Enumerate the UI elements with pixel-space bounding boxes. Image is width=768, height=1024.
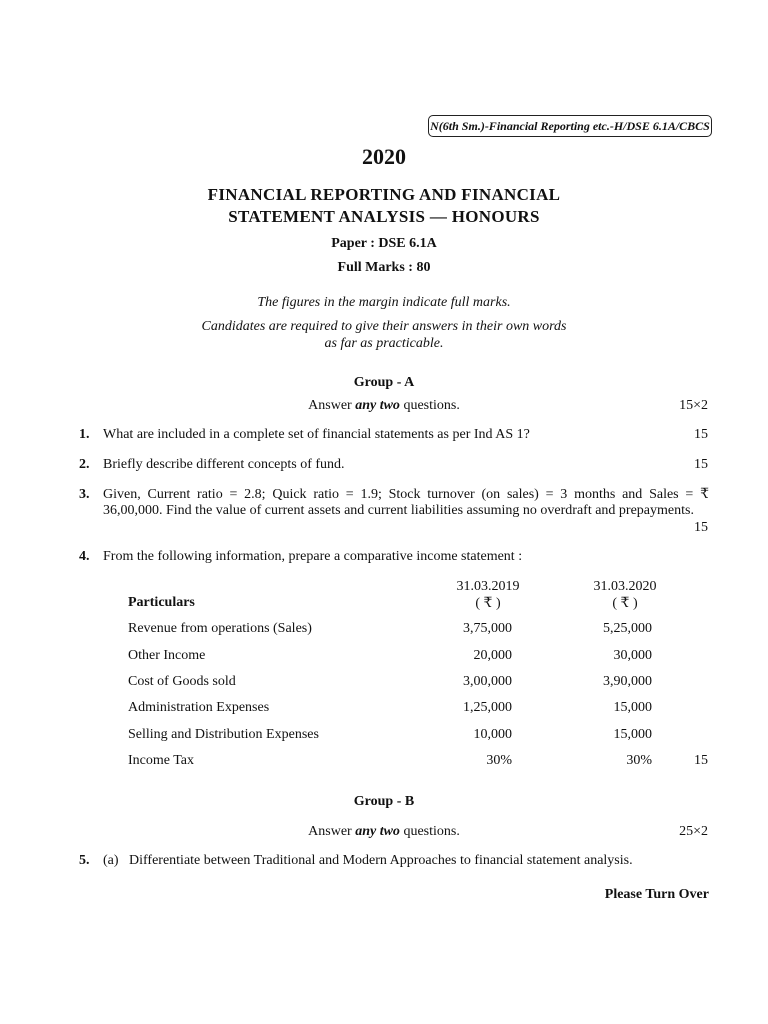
question-number: 4.: [79, 549, 90, 564]
row-label: Cost of Goods sold: [128, 674, 236, 689]
row-value-2019: 20,000: [473, 648, 512, 663]
question-4-marks: 15: [694, 753, 708, 768]
question-4-text: From the following information, prepare a comparative income statement :: [103, 549, 523, 564]
candidates-note-line-1: Candidates are required to give their answers in their own words: [201, 319, 567, 334]
title-line-1: FINANCIAL REPORTING AND FINANCIAL: [207, 185, 561, 204]
row-value-2019: 1,25,000: [463, 700, 512, 715]
instruction-text: questions.: [399, 398, 460, 413]
question-3-marks: 15: [694, 520, 708, 535]
row-value-2020: 30%: [626, 753, 652, 768]
row-label: Income Tax: [128, 753, 195, 768]
row-value-2020: 15,000: [613, 700, 652, 715]
row-value-2019: 30%: [486, 753, 512, 768]
row-label: Selling and Distribution Expenses: [128, 727, 319, 742]
row-value-2020: 15,000: [613, 727, 652, 742]
question-number: 5.: [79, 853, 90, 868]
question-2-marks: 15: [694, 457, 708, 472]
column-header-2019: 31.03.2019: [456, 579, 520, 594]
question-number: 1.: [79, 427, 90, 442]
question-5-part: (a): [103, 853, 119, 868]
column-header-2020: 31.03.2020: [593, 579, 657, 594]
margin-note: The figures in the margin indicate full marks.: [257, 295, 511, 310]
group-b-marks: 25×2: [679, 824, 708, 839]
row-label: Administration Expenses: [128, 700, 270, 715]
group-b-heading: Group - B: [353, 794, 415, 809]
group-a-heading: Group - A: [353, 375, 415, 390]
candidates-note: [0, 318, 768, 352]
unit-2020: ( ₹ ): [612, 596, 638, 611]
question-number: 2.: [79, 457, 90, 472]
group-a-marks: 15×2: [679, 398, 708, 413]
title-line-2: STATEMENT ANALYSIS — HONOURS: [228, 207, 540, 226]
row-value-2020: 30,000: [613, 648, 652, 663]
instruction-text: Answer: [308, 398, 356, 413]
column-header-particulars: Particulars: [128, 595, 195, 610]
row-label: Other Income: [128, 648, 206, 663]
question-3-text: Given, Current ratio = 2.8; Quick ratio = 1.9; Stock turnover (on sales) = 3 months and Sales = ₹ 36,00,000. Find the value of current assets and current liabilities assuming no overdraft and prepayments.: [103, 487, 709, 518]
row-value-2019: 3,00,000: [463, 674, 512, 689]
question-1-text: What are included in a complete set of financial statements as per Ind AS 1?: [103, 427, 530, 442]
unit-2019: ( ₹ ): [475, 596, 501, 611]
candidates-note-line-2: as far as practicable.: [324, 336, 444, 351]
row-value-2020: 3,90,000: [603, 674, 652, 689]
row-label: Revenue from operations (Sales): [128, 621, 312, 636]
instruction-emphasis: any two: [355, 824, 400, 839]
paper-code: N(6th Sm.)-Financial Reporting etc.-H/DSE 6.1A/CBCS: [428, 115, 712, 137]
full-marks: Full Marks : 80: [337, 260, 431, 275]
row-value-2019: 3,75,000: [463, 621, 512, 636]
paper-title: [0, 184, 768, 228]
row-value-2020: 5,25,000: [603, 621, 652, 636]
question-5a-text: Differentiate between Traditional and Modern Approaches to financial statement analysis.: [129, 853, 633, 868]
exam-year: 2020: [362, 144, 406, 169]
question-number: 3.: [79, 487, 90, 502]
paper-number: Paper : DSE 6.1A: [331, 236, 437, 251]
instruction-text: questions.: [399, 824, 460, 839]
please-turn-over: Please Turn Over: [604, 887, 709, 902]
question-2-text: Briefly describe different concepts of fund.: [103, 457, 345, 472]
row-value-2019: 10,000: [473, 727, 512, 742]
instruction-emphasis: any two: [355, 398, 400, 413]
question-1-marks: 15: [694, 427, 708, 442]
instruction-text: Answer: [308, 824, 356, 839]
